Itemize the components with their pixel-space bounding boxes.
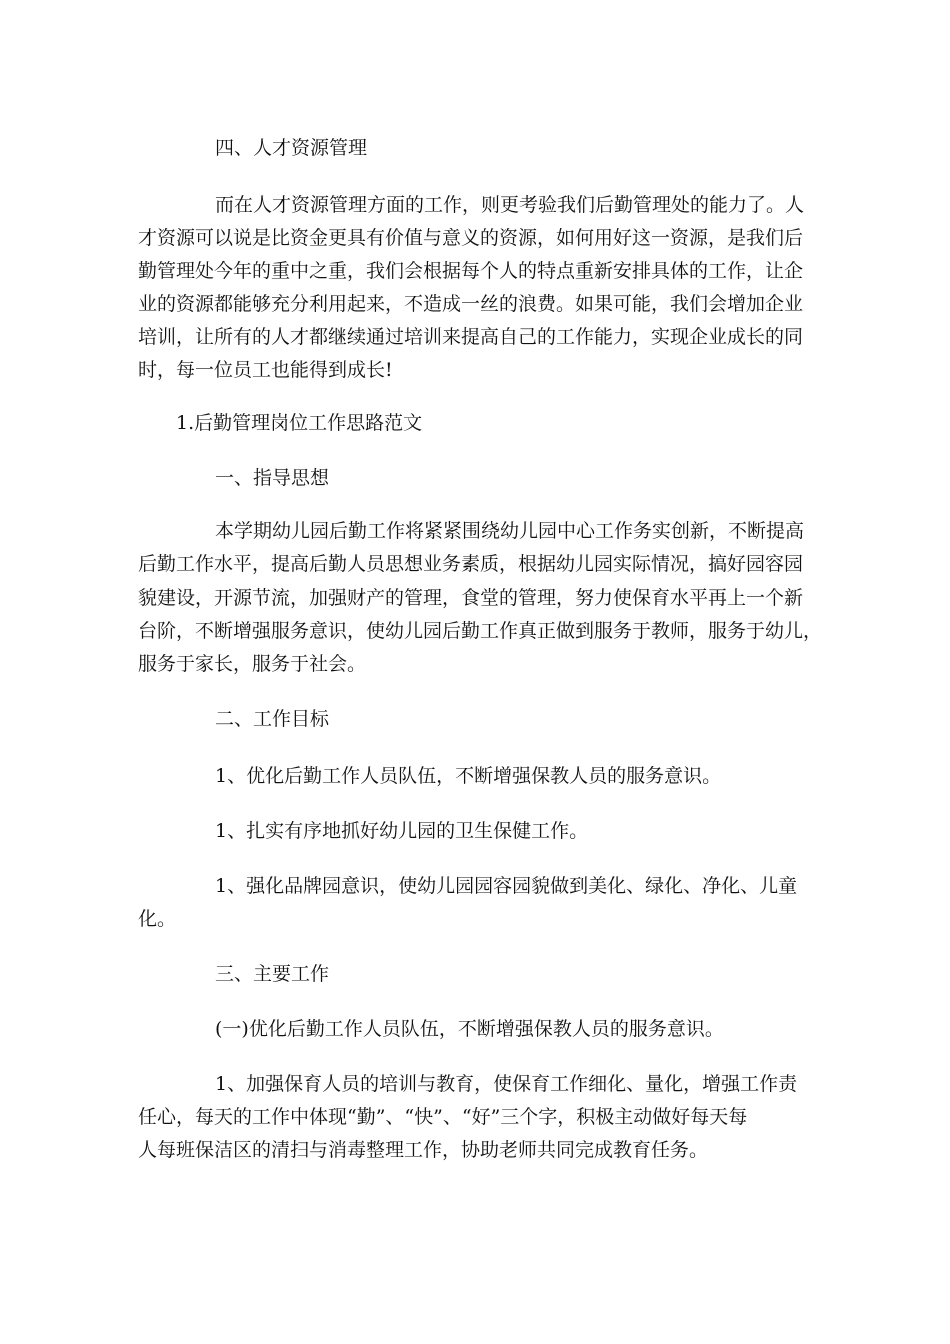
paragraph-line: 服务于家长，服务于社会。 xyxy=(138,653,367,675)
paragraph-line: 而在人才资源管理方面的工作，则更考验我们后勤管理处的能力了。人 xyxy=(215,194,805,216)
paragraph-line: 后勤工作水平，提高后勤人员思想业务素质，根据幼儿园实际情况，搞好园容园 xyxy=(138,553,804,575)
goal-item: 1、扎实有序地抓好幼儿园的卫生保健工作。 xyxy=(215,820,589,842)
sub-heading: (一)优化后勤工作人员队伍，不断增强保教人员的服务意识。 xyxy=(215,1018,724,1040)
section-heading-guiding-thought: 一、指导思想 xyxy=(215,467,330,489)
paragraph-line: 1、加强保育人员的培训与教育，使保育工作细化、量化，增强工作责 xyxy=(215,1073,798,1095)
paragraph-line: 才资源可以说是比资金更具有价值与意义的资源，如何用好这一资源，是我们后 xyxy=(138,227,804,249)
goal-item: 1、优化后勤工作人员队伍，不断增强保教人员的服务意识。 xyxy=(215,765,722,787)
section-heading-main-work: 三、主要工作 xyxy=(215,963,330,985)
paragraph-line: 人每班保洁区的清扫与消毒整理工作，协助老师共同完成教育任务。 xyxy=(138,1139,709,1161)
paragraph-line: 貌建设，开源节流，加强财产的管理，食堂的管理，努力使保育水平再上一个新 xyxy=(138,587,804,609)
paragraph-line: 勤管理处今年的重中之重，我们会根据每个人的特点重新安排具体的工作，让企 xyxy=(138,260,804,282)
paragraph-line: 培训，让所有的人才都继续通过培训来提高自己的工作能力，实现企业成长的同 xyxy=(138,326,804,348)
paragraph-line: 本学期幼儿园后勤工作将紧紧围绕幼儿园中心工作务实创新，不断提高 xyxy=(215,520,805,542)
article-title: 1.后勤管理岗位工作思路范文 xyxy=(176,412,423,434)
goal-item-continuation: 化。 xyxy=(138,908,177,930)
paragraph-line: 台阶，不断增强服务意识，使幼儿园后勤工作真正做到服务于教师，服务于幼儿， xyxy=(138,620,823,642)
goal-item: 1、强化品牌园意识，使幼儿园园容园貌做到美化、绿化、净化、儿童 xyxy=(215,875,798,897)
paragraph-line: 时，每一位员工也能得到成长! xyxy=(138,359,393,381)
section-heading-talent-management: 四、人才资源管理 xyxy=(215,137,368,159)
paragraph-line: 任心，每天的工作中体现“勤”、“快”、“好”三个字，积极主动做好每天每 xyxy=(138,1106,748,1128)
section-heading-work-goals: 二、工作目标 xyxy=(215,708,330,730)
paragraph-line: 业的资源都能够充分利用起来，不造成一丝的浪费。如果可能，我们会增加企业 xyxy=(138,293,804,315)
